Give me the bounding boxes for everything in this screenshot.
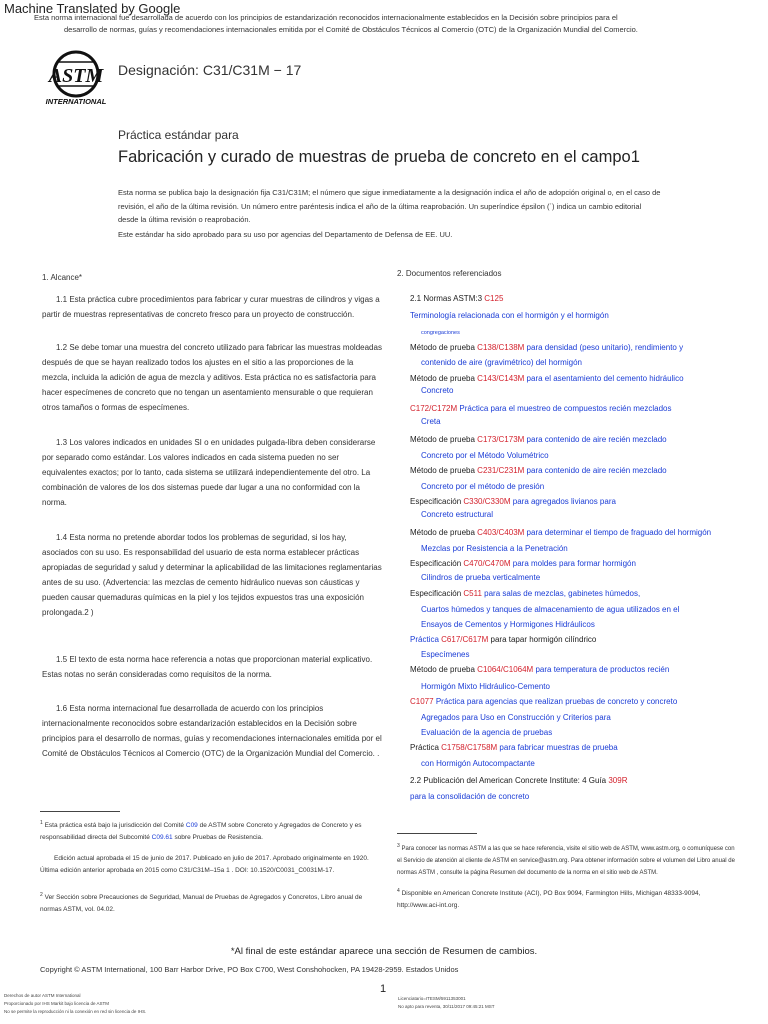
ref-c172-title-link[interactable]: Práctica para el muestreo de compuestos recién mezclados [459,404,672,413]
scope-paragraph-1-3 [42,435,382,510]
scope-paragraph-1-5 [42,652,382,682]
scope-paragraph-1-2 [42,340,382,415]
license-info-right [398,995,494,1011]
footnote-1-text-b: de ASTM sobre Concreto y Agregados de Concreto y es responsabilidad directa del Subcomité [40,822,362,842]
licensee-line: Licenciatario=ITESM/5911353001 [398,996,466,1001]
ref-c172 [410,401,671,416]
ref-c172-code-link[interactable]: C172/C172M [410,404,458,413]
ref-c403-title-link[interactable]: para determinar el tiempo de fraguado del hormigón [526,528,712,537]
footnote-3-text-c: sobre el volumen del Libro anual de normas ASTM , consulte la página Resumen del documento de la norma en el sitio web de ASTM. [397,858,735,876]
subcommittee-c0961-link[interactable]: C09.61 [151,834,173,842]
ref-c173-type: Método de prueba [410,435,475,444]
scope-paragraph-1-4 [42,530,382,620]
ref-c1077-title-cont-2[interactable]: Evaluación de la agencia de pruebas [421,728,553,737]
logo-caption: INTERNATIONAL [45,97,107,106]
footnote-4-marker: 4 [397,888,400,894]
ref-aci-title[interactable]: para la consolidación de concreto [410,792,530,801]
license-info-left [4,992,146,1016]
ref-c138-code-link[interactable]: C138/C138M [477,343,525,352]
footnote-3 [397,840,737,879]
approval-note: Este estándar ha sido aprobado para su uso por agencias del Departamento de Defensa de EE. UU. [118,230,453,239]
ref-c125-link[interactable]: C125 [484,294,504,303]
ref-c511 [410,586,640,601]
scope-p4-text: 1.4 Esta norma no pretende abordar todos los problemas de seguridad, si los hay, asociados con su uso. Es responsabilidad del usuario de esta norma establecer prácticas apropiadas de seguridad y salud y determinar la aplicabilidad de las limitaciones reglamentarias antes de su uso. (Advertencia: las mezclas de cemento hidráulico nuevas son cáusticas y pueden causar quemaduras químicas en la piel y los tejidos expuestos tras una exposición prolongada.2 ) [42,533,382,617]
ref-c470-title-cont[interactable]: Cilindros de prueba verticalmente [421,573,541,582]
ref-c1758 [410,740,618,755]
ref-c617-type[interactable]: Práctica [410,635,439,644]
astm-logo [40,48,112,108]
ref-c125-title-cont[interactable]: congregaciones [421,330,460,336]
resale-note: No apto para reventa, 30/11/2017 09:45:21 MST [398,1004,495,1009]
top-notice-line-1: Esta norma internacional fue desarrollada de acuerdo con los principios de estandarización reconocidos internacionalmente establecidos en la Decisión sobre principios para el [34,13,618,22]
refs-subheading [410,291,503,306]
scope-p1-text: 1.1 Esta práctica cubre procedimientos para fabricar y curar muestras de cilindros y vigas a partir de muestras representativas de concreto fresco para un proyecto de construcción. [42,295,380,319]
scope-paragraph-1-1 [42,292,382,322]
edition-note: Edición actual aprobada el 15 de junio de 2017. Publicado en julio de 2017. Aprobado originalmente en 1920. Última edición anterior aprobada en 2015 como C31/C31M–15a 1 . DOI: 10.1520/C0031_C0031M-17. [40,855,369,874]
license-line-1: Derechos de autor ASTM International [4,993,81,998]
ref-c125-title[interactable]: Terminología relacionada con el hormigón y el hormigón [410,311,609,320]
ref-aci-309r-link[interactable]: 309R [608,776,628,785]
ref-c511-title-cont-2[interactable]: Ensayos de Cementos y Hormigones Hidráulicos [421,620,595,629]
ref-c511-title-link[interactable]: para salas de mezclas, gabinetes húmedos, [484,589,641,598]
intro-paragraph: Esta norma se publica bajo la designación fija C31/C31M; el número que sigue inmediatamente a la designación indica el año de adopción original o, en el caso de revisión, el año de la última revisión. Un número entre paréntesis indica el año de la última reaprobación. Un superíndice épsilon (´) indica un cambio editorial desde la última revisión o reaprobación. [118,188,661,224]
ref-aci-label: 2.2 Publicación del American Concrete Institute: 4 Guía [410,776,607,785]
license-line-2: Proporcionado por IHS Markit bajo licencia de ASTM [4,1001,110,1006]
practice-type: Práctica estándar para [118,128,239,142]
copyright-line: Copyright © ASTM International, 100 Barr Harbor Drive, PO Box C700, West Conshohocken, PA 19428-2959. Estados Unidos [40,965,459,974]
svg-text:ASTM: ASTM [48,65,104,87]
ref-c143-type: Método de prueba [410,374,475,383]
ref-c470-type: Especificación [410,559,462,568]
footnote-3-text-b: Para obtener información [570,858,639,864]
license-line-3: No se permite la reproducción ni la conexión en red sin licencia de IHS. [4,1009,147,1014]
document-title: Fabricación y curado de muestras de prueba de concreto en el campo1 [118,148,640,166]
scope-p5-text: 1.5 El texto de esta norma hace referencia a notas que proporcionan material explicativo. Estas notas no serán consideradas como requisitos de la norma. [42,655,373,679]
ref-c1077 [410,694,677,709]
ref-c1077-title-link[interactable]: Práctica para agencias que realizan pruebas de concreto y concreto [435,697,678,706]
ref-c1064-title-cont[interactable]: Hormigón Mixto Hidráulico-Cemento [421,682,550,691]
ref-c173-code-link[interactable]: C173/C173M [477,435,525,444]
ref-c330-type: Especificación [410,497,462,506]
machine-translation-banner: Machine Translated by Google [4,1,181,16]
top-notice [34,12,734,36]
scope-p6-text: 1.6 Esta norma internacional fue desarrollada de acuerdo con los principios internacionalmente reconocidos sobre estandarización establecidos en la Decisión sobre principios para el desarrollo de normas, guías y recomendaciones internacionales emitida por el Comité de Obstáculos Técnicos al Comercio (OTC) de la Organización Mundial del Comercio. . [42,704,382,758]
ref-c231-title-link[interactable]: para contenido de aire recién mezclado [526,466,667,475]
ref-c143-title-cont[interactable]: Concreto [421,386,454,395]
refs-sub-label: 2.1 Normas ASTM:3 [410,294,483,303]
ref-c1064 [410,662,669,677]
ref-c173 [410,432,667,447]
refs-heading: 2. Documentos referenciados [397,269,502,278]
scope-p3-text: 1.3 Los valores indicados en unidades SI o en unidades pulgada-libra deben considerarse por separado como estándar. Los valores indicados en cada sistema pueden no ser equivalentes exactos; por lo tanto, cada sistema se utilizará independientemente del otro. La combinación de valores de los dos sistemas puede dar lugar a una no conformidad con la norma. [42,438,376,507]
ref-c1758-title-cont[interactable]: con Hormigón Autocompactante [421,759,535,768]
ref-c231-code-link[interactable]: C231/C231M [477,466,525,475]
footnote-1 [40,817,375,844]
footnote-1-marker: 1 [40,820,43,826]
footnote-2-marker: 2 [40,892,43,898]
footnote-rule-right [397,833,477,834]
footnote-1-text-c: sobre Pruebas de Resistencia. [174,834,263,842]
ref-c231-title-cont[interactable]: Concreto por el método de presión [421,482,545,491]
ref-c1064-code-link[interactable]: C1064/C1064M [477,665,534,674]
ref-c172-title-cont[interactable]: Creta [421,417,441,426]
ref-c470-title-link[interactable]: para moldes para formar hormigón [512,559,636,568]
designation: Designación: C31/C31M − 17 [118,62,302,78]
ref-c231-type: Método de prueba [410,466,475,475]
ref-c1077-title-cont-1[interactable]: Agregados para Uso en Construcción y Criterios para [421,713,611,722]
scope-paragraph-1-6 [42,701,382,761]
ref-c403 [410,525,711,540]
ref-c1064-title-link[interactable]: para temperatura de productos recién [535,665,670,674]
ref-c617 [410,632,596,647]
page-number: 1 [380,983,387,995]
footnote-4 [397,885,737,912]
footnote-2 [40,889,375,916]
summary-of-changes-note: *Al final de este estándar aparece una sección de Resumen de cambios. [230,946,538,957]
ref-c1077-code-link[interactable]: C1077 [410,697,434,706]
ref-c173-title-link[interactable]: para contenido de aire recién mezclado [526,435,667,444]
ref-c403-title-cont[interactable]: Mezclas por Resistencia a la Penetración [421,544,568,553]
ref-c143-code-link[interactable]: C143/C143M [477,374,525,383]
ref-c617-code-link[interactable]: C617/C617M [441,635,489,644]
footnote-3-marker: 3 [397,843,400,849]
ref-c138-title-cont[interactable]: contenido de aire (gravimétrico) del hormigón [421,358,582,367]
top-notice-line-2: desarrollo de normas, guías y recomendaciones internacionales emitida por el Comité de Obstáculos Técnicos al Comercio (OTC) de la Organización Mundial del Comercio. [64,25,638,34]
footnote-3-text-a: Para conocer las normas ASTM a las que se hace referencia, visite el sitio web de ASTM, www.astm.org, o comuníquese con el Servicio de atención al cliente de ASTM en service@astm.org. [397,846,735,864]
ref-c143-title-link[interactable]: para el asentamiento del cemento hidráulico [526,374,684,383]
ref-c470 [410,556,636,571]
ref-c330-title-cont[interactable]: Concreto estructural [421,510,494,519]
scope-p2-text: 1.2 Se debe tomar una muestra del concreto utilizado para fabricar las muestras moldeadas después de que se hayan realizado todos los ajustes en el sitio a las proporciones de la mezcla, incluida la adición de agua de mezcla y aditivos. Esta práctica no es satisfactoria para hacer especímenes de concreto que no tengan un asentamiento mensurable o que requieran otros tamaños o formas de especímenes. [42,343,382,412]
footnote-rule-left [40,811,120,812]
ref-c231 [410,463,667,478]
ref-c330-code-link[interactable]: C330/C330M [463,497,511,506]
ref-c138-title-link[interactable]: para densidad (peso unitario), rendimiento y [526,343,684,352]
ref-c330-title-link[interactable]: para agregados livianos para [512,497,616,506]
footnote-1-text-a: Esta práctica está bajo la jurisdicción del Comité [44,822,185,830]
ref-c470-code-link[interactable]: C470/C470M [463,559,511,568]
ref-c1758-type: Práctica [410,743,439,752]
ref-c403-code-link[interactable]: C403/C403M [477,528,525,537]
ref-c511-type: Especificación [410,589,462,598]
ref-aci [410,773,627,788]
scope-heading: 1. Alcance* [42,273,83,282]
ref-c511-code-link[interactable]: C511 [463,589,482,598]
ref-c617-title-cont[interactable]: Especímenes [421,650,470,659]
ref-c511-title-cont-1[interactable]: Cuartos húmedos y tanques de almacenamiento de agua utilizados en el [421,605,680,614]
ref-c173-title-cont[interactable]: Concreto por el Método Volumétrico [421,451,549,460]
ref-c1758-code-link[interactable]: C1758/C1758M [441,743,498,752]
footnote-2-text: Ver Sección sobre Precauciones de Seguridad, Manual de Pruebas de Agregados y Concretos, Libro anual de normas ASTM, vol. 04.02. [40,894,363,914]
ref-c1758-title-link[interactable]: para fabricar muestras de prueba [499,743,618,752]
ref-c403-type: Método de prueba [410,528,475,537]
ref-c138 [410,340,683,355]
ref-c1064-type: Método de prueba [410,665,475,674]
committee-c09-link[interactable]: C09 [185,822,198,830]
ref-c138-type: Método de prueba [410,343,475,352]
footnote-4-text: Disponible en American Concrete Institute (ACI), PO Box 9094, Farmington Hills, Michigan 48333-9094, http://www.aci-int.org. [397,890,701,910]
ref-c617-title: para tapar hormigón cilíndrico [490,635,597,644]
